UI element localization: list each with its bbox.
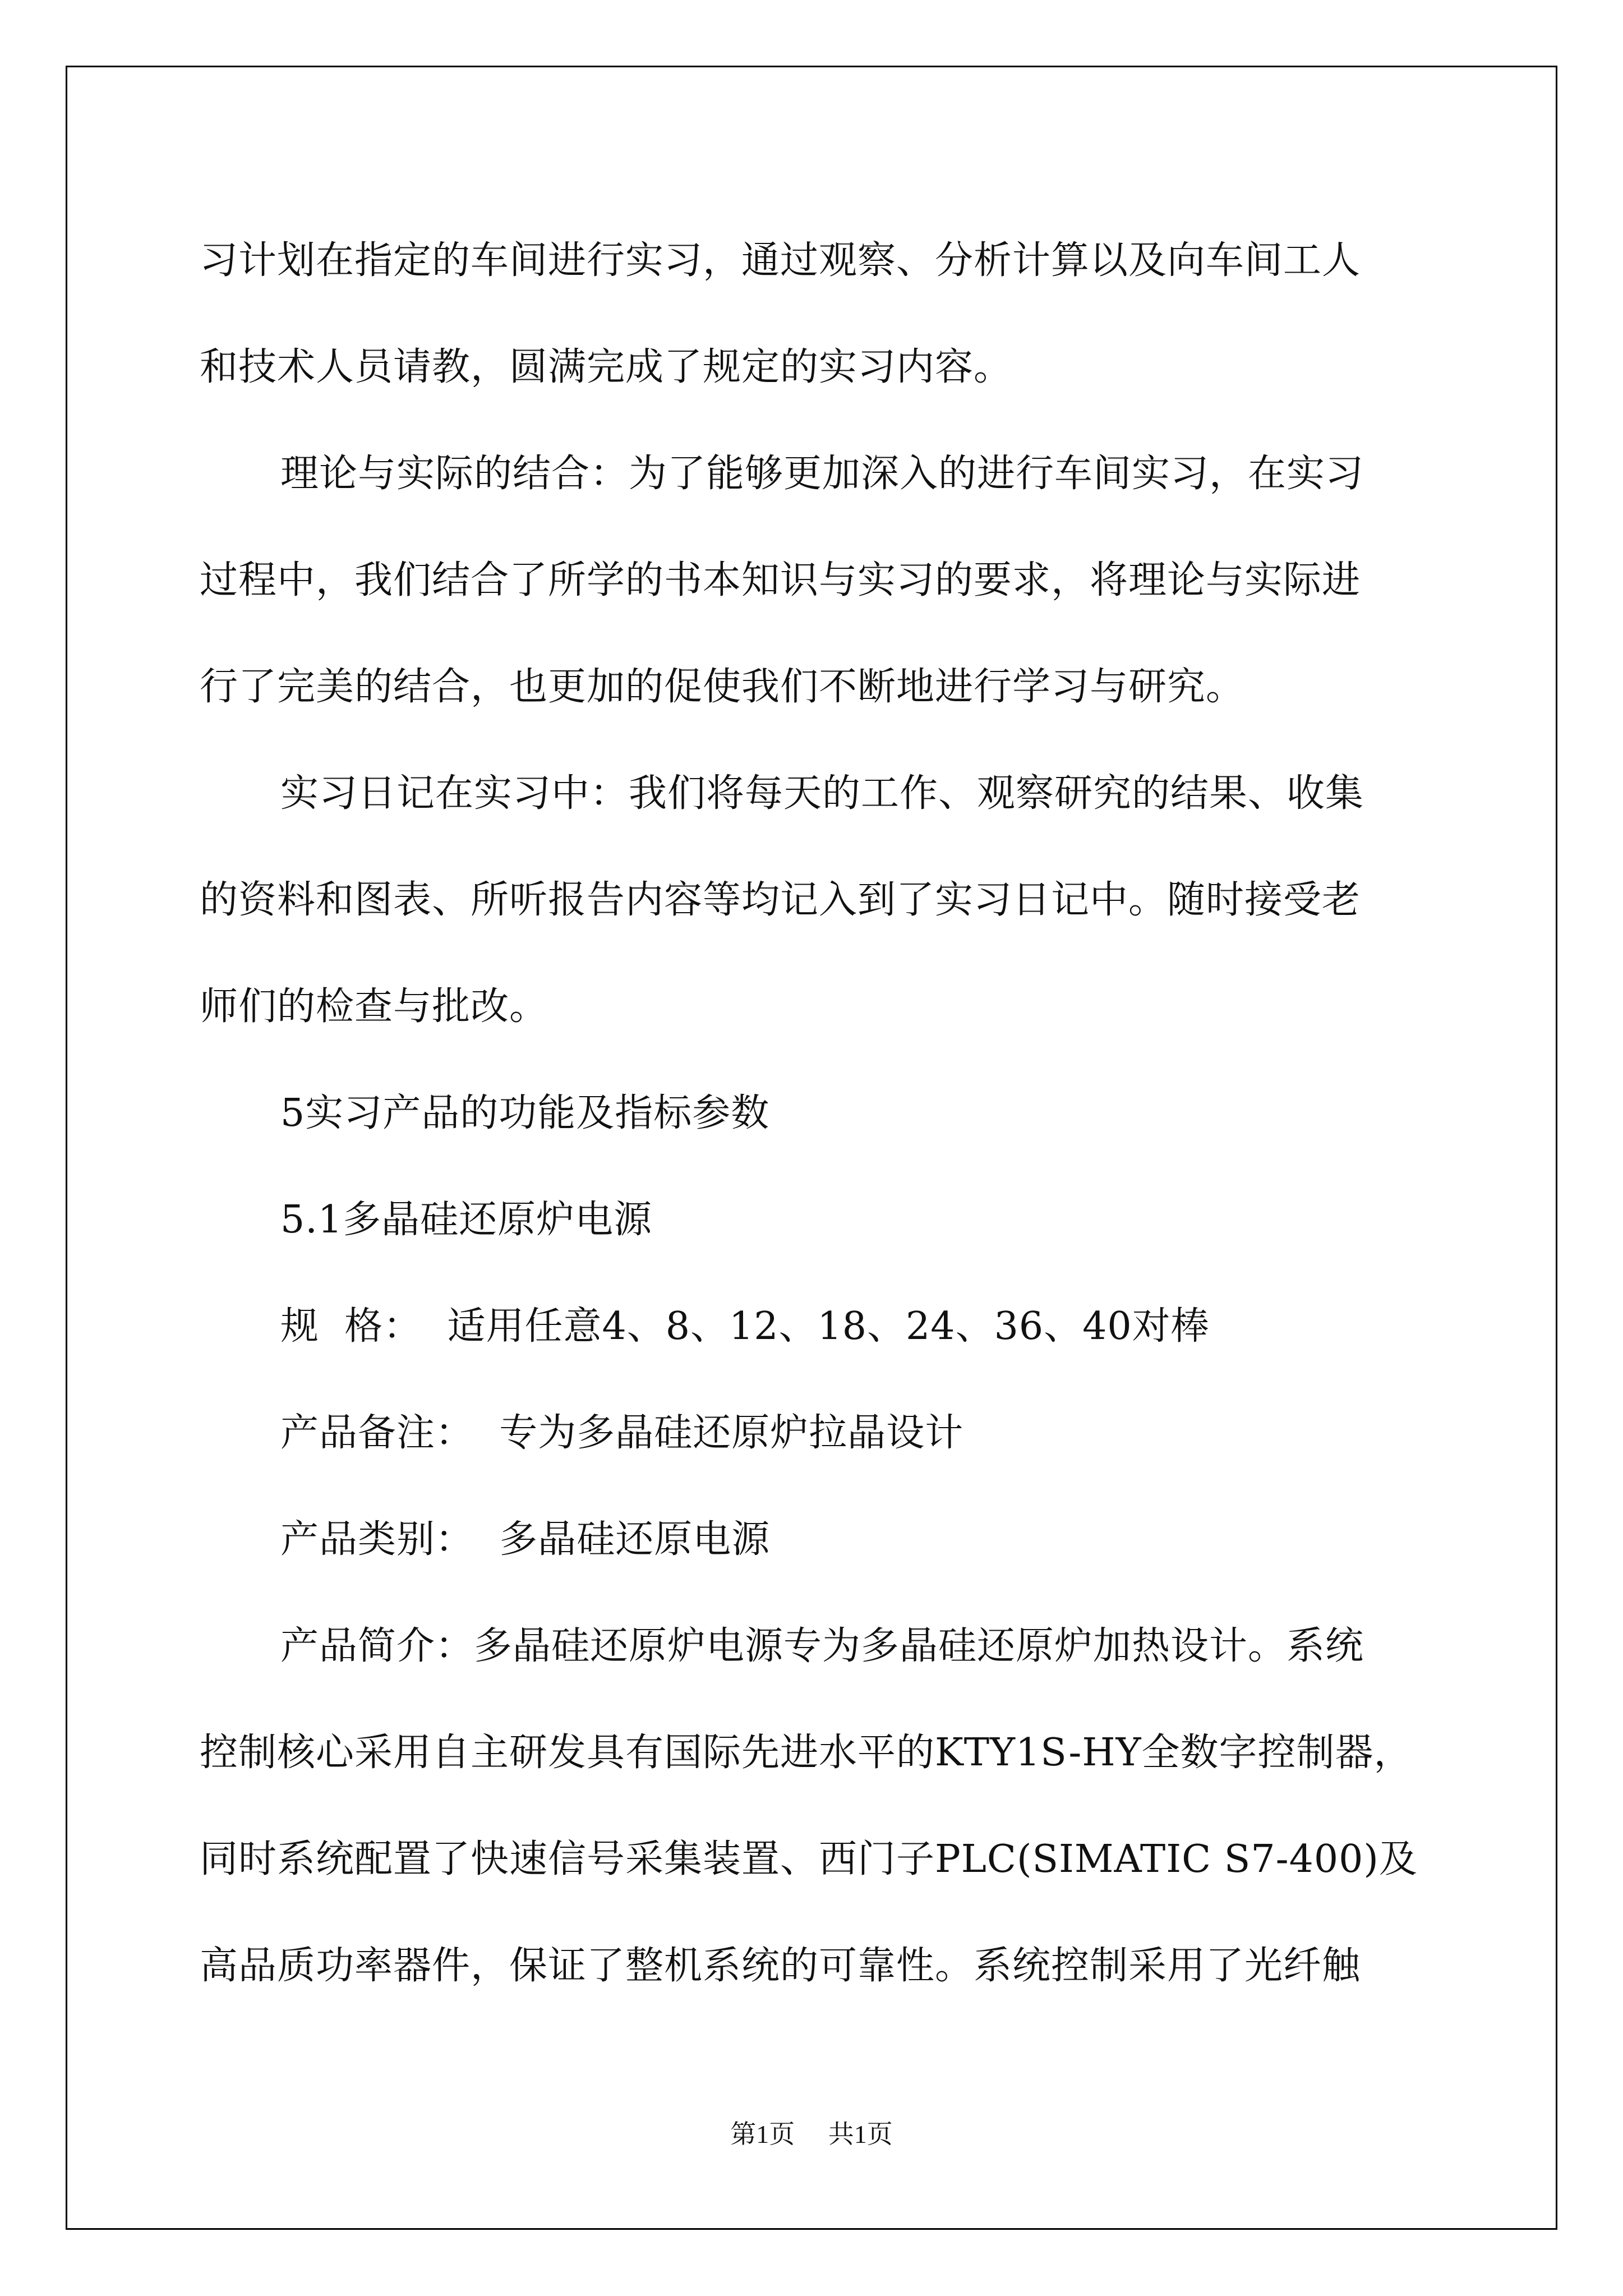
document-body (200, 208, 1428, 2019)
paragraph-start-line: 实习日记在实习中：我们将每天的工作、观察研究的结果、收集 (280, 771, 1364, 816)
text-line: 师们的检查与批改。 (200, 984, 548, 1029)
text-line: 行了完美的结合，也更加的促使我们不断地进行学习与研究。 (200, 665, 1245, 709)
page-number: 第1页 (730, 2120, 795, 2148)
spec-line: 产品类别： 多晶硅还原电源 (280, 1517, 771, 1562)
subsection-heading: 5.1多晶硅还原炉电源 (280, 1198, 653, 1242)
text-line: 控制核心采用自主研发具有国际先进水平的KTY1S-HY全数字控制器， (200, 1731, 1413, 1775)
spec-line: 产品备注： 专为多晶硅还原炉拉晶设计 (280, 1411, 964, 1455)
page-footer (0, 2118, 1623, 2151)
text-line: 过程中，我们结合了所学的书本知识与实习的要求，将理论与实际进 (200, 558, 1361, 602)
section-heading: 5实习产品的功能及指标参数 (280, 1091, 770, 1135)
spec-line: 规 格： 适用任意4、8、12、18、24、36、40对棒 (280, 1304, 1210, 1349)
paragraph-start-line: 产品简介：多晶硅还原炉电源专为多晶硅还原炉加热设计。系统 (280, 1624, 1364, 1668)
paragraph-start-line: 理论与实际的结合：为了能够更加深入的进行车间实习，在实习 (280, 452, 1364, 496)
text-line: 同时系统配置了快速信号采集装置、西门子PLC(SIMATIC S7-400)及 (200, 1837, 1418, 1881)
text-line: 高品质功率器件，保证了整机系统的可靠性。系统控制采用了光纤触 (200, 1944, 1361, 1988)
text-line: 习计划在指定的车间进行实习，通过观察、分析计算以及向车间工人 (200, 238, 1361, 283)
text-line: 和技术人员请教，圆满完成了规定的实习内容。 (200, 345, 1013, 389)
text-line: 的资料和图表、所听报告内容等均记入到了实习日记中。随时接受老 (200, 878, 1361, 922)
page-total: 共1页 (828, 2120, 893, 2148)
